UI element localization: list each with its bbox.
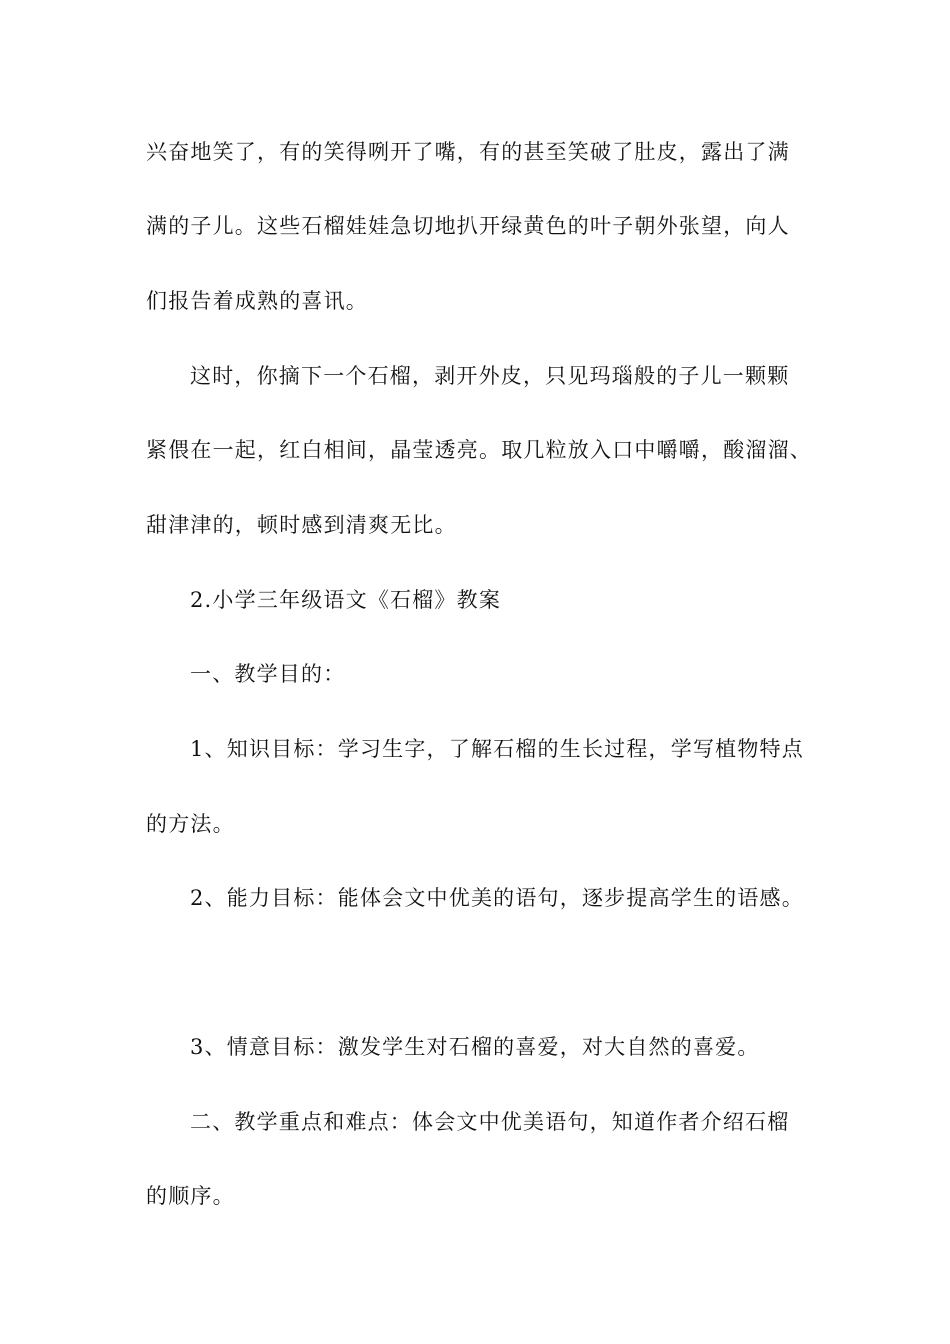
paragraph-line: 们报告着成熟的喜讯。 xyxy=(146,289,368,313)
subsection-heading: 二、教学重点和难点：体会文中优美语句，知道作者介绍石榴 xyxy=(190,1110,790,1134)
list-item-line: 2、能力目标：能体会文中优美的语句，逐步提高学生的语感。 xyxy=(190,886,804,910)
section-heading: 2.小学三年级语文《石榴》教案 xyxy=(190,588,502,612)
paragraph-line: 这时，你摘下一个石榴，剥开外皮，只见玛瑙般的子儿一颗颗 xyxy=(190,364,790,388)
paragraph-line: 兴奋地笑了，有的笑得咧开了嘴，有的甚至笑破了肚皮，露出了满 xyxy=(146,140,790,164)
list-item-line: 的方法。 xyxy=(146,812,235,836)
paragraph-line: 的顺序。 xyxy=(146,1184,235,1208)
list-item-line: 3、情意目标：激发学生对石榴的喜爱，对大自然的喜爱。 xyxy=(190,1035,760,1059)
paragraph-line: 紧偎在一起，红白相间，晶莹透亮。取几粒放入口中嚼嚼，酸溜溜、 xyxy=(146,438,812,462)
paragraph-line: 满的子儿。这些石榴娃娃急切地扒开绿黄色的叶子朝外张望，向人 xyxy=(146,214,790,238)
paragraph-line: 甜津津的，顿时感到清爽无比。 xyxy=(146,513,457,537)
list-item-line: 1、知识目标：学习生字，了解石榴的生长过程，学写植物特点 xyxy=(190,737,804,761)
subsection-heading: 一、教学目的： xyxy=(190,662,346,686)
